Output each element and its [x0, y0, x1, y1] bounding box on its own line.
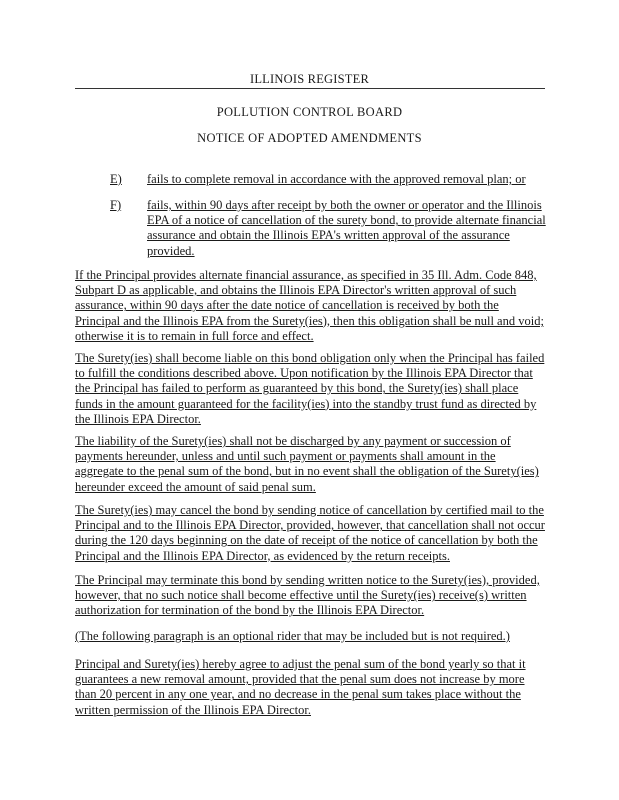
list-text: fails, within 90 days after receipt by both the owner or operator and the Illinois EPA of a notice of cancellation of the surety bond, to provide alternate financial assurance and obtain the Illinois EPA's written approval of the assurance provided. [147, 198, 546, 258]
board-title: POLLUTION CONTROL BOARD [216, 105, 403, 119]
paragraph-termination: The Principal may terminate this bond by sending written notice to the Surety(ies), provided, however, that no such notice shall become effective until the Surety(ies) receive(s) written authorization for termination of the bond by the Illinois EPA Director. [75, 573, 540, 618]
header-rule [75, 88, 545, 89]
list-marker: E) [110, 172, 122, 186]
register-header: ILLINOIS REGISTER [249, 72, 369, 86]
paragraph-surety-liability: The Surety(ies) shall become liable on this bond obligation only when the Principal has failed to fulfill the conditions described above. Upon notification by the Illinois EPA Director that the Principal has failed to perform as guaranteed by this bond, the Surety(ies) shall place funds in the amount guaranteed for the facility(ies) into the standby trust fund as directed by the Illinois EPA Director. [75, 351, 545, 426]
paragraph-penal-sum-adjustment: Principal and Surety(ies) hereby agree to adjust the penal sum of the bond yearly so that it guarantees a new removal amount, provided that the penal sum does not increase by more than 20 percent in any one year, and no decrease in the penal sum takes place without the written permission of the Illinois EPA Director. [75, 657, 526, 717]
paragraph-optional-rider-note: (The following paragraph is an optional rider that may be included but is not required.) [75, 629, 510, 643]
paragraph-cancellation: The Surety(ies) may cancel the bond by sending notice of cancellation by certified mail to the Principal and to the Illinois EPA Director, provided, however, that cancellation shall not occur during the 120 days beginning on the date of receipt of the notice of cancellation by both the Principal and the Illinois EPA Director, as evidenced by the return receipts. [75, 503, 545, 563]
notice-title: NOTICE OF ADOPTED AMENDMENTS [197, 131, 422, 145]
paragraph-liability-discharge: The liability of the Surety(ies) shall not be discharged by any payment or succession of payments hereunder, unless and until such payment or payments shall amount in the aggregate to the penal sum of the bond, but in no event shall the obligation of the Surety(ies) hereunder exceed the amount of said penal sum. [75, 434, 539, 494]
list-marker: F) [110, 198, 122, 212]
paragraph-alternate-assurance: If the Principal provides alternate financial assurance, as specified in 35 Ill. Adm. Code 848, Subpart D as applicable, and obtains the Illinois EPA Director's written approval of such assurance, within 90 days after the date notice of cancellation is received by both the Principal and the Illinois EPA from the Surety(ies), then this obligation shall be null and void; otherwise it is to remain in full force and effect. [75, 268, 544, 343]
list-text: fails to complete removal in accordance with the approved removal plan; or [147, 172, 526, 186]
